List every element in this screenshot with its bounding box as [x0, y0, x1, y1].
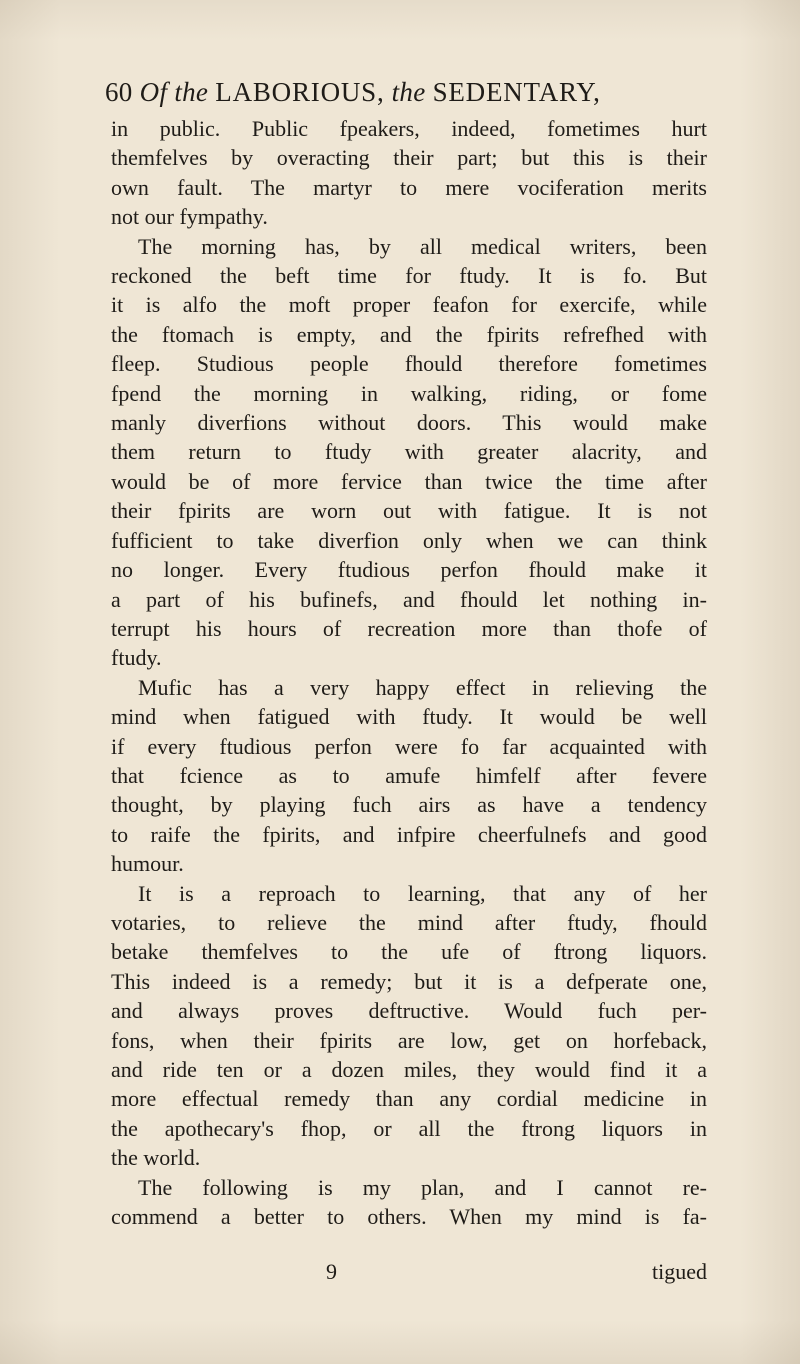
text-line: fpend the morning in walking, riding, or fome: [111, 380, 707, 406]
text-line: a part of his bufinefs, and fhould let nothing in-: [111, 586, 707, 612]
running-head: [105, 72, 705, 112]
running-title-sedentary: SEDENTARY,: [432, 77, 601, 107]
text-line: if every ftudious perfon were fo far acquainted with: [111, 733, 707, 759]
text-line: This indeed is a remedy; but it is a defperate one,: [111, 968, 707, 994]
text-line: more effectual remedy than any cordial medicine in: [111, 1086, 707, 1112]
text-line: in public. Public fpeakers, indeed, fometimes hurt: [111, 116, 707, 141]
text-line: and ride ten or a dozen miles, they would find it a: [111, 1057, 707, 1082]
running-title-laborious: LABORIOUS,: [215, 77, 385, 107]
text-line: humour.: [111, 851, 184, 877]
text-line: Mufic has a very happy effect in relieving the: [138, 674, 707, 700]
page-number: 60: [105, 77, 133, 107]
text-line: fleep. Studious people fhould therefore fometimes: [111, 351, 707, 377]
text-line: own fault. The martyr to mere vociferation merits: [111, 174, 707, 200]
text-line: themfelves by overacting their part; but this is their: [111, 145, 707, 171]
text-line: that fcience as to amufe himfelf after fevere: [111, 762, 707, 788]
text-line: the ftomach is empty, and the fpirits refrefhed with: [111, 321, 707, 347]
page-footer: [111, 1257, 707, 1291]
body-text: [111, 114, 707, 1231]
text-line: and always proves deftructive. Would fuch per-: [111, 998, 707, 1024]
text-line: fons, when their fpirits are low, get on horfeback,: [111, 1027, 707, 1053]
text-line: ftudy.: [111, 645, 162, 671]
running-title-the: the: [391, 77, 426, 107]
text-line: reckoned the beft time for ftudy. It is fo. But: [111, 263, 707, 289]
text-line: it is alfo the moft proper feafon for exercife, while: [111, 292, 707, 318]
text-line: not our fympathy.: [111, 204, 268, 230]
text-line: thought, by playing fuch airs as have a tendency: [111, 792, 707, 818]
text-line: The following is my plan, and I cannot re-: [138, 1174, 707, 1200]
text-line: commend a better to others. When my mind is fa-: [111, 1204, 707, 1230]
text-line: terrupt his hours of recreation more than thofe of: [111, 615, 707, 641]
text-line: manly diverfions without doors. This would make: [111, 410, 707, 436]
text-line: their fpirits are worn out with fatigue. It is not: [111, 498, 707, 524]
text-line: would be of more fervice than twice the time after: [111, 468, 707, 494]
signature-mark: 9: [326, 1259, 337, 1284]
text-line: the apothecary's fhop, or all the ftrong liquors in: [111, 1115, 707, 1141]
text-line: mind when fatigued with ftudy. It would be well: [111, 704, 707, 730]
text-line: to raife the fpirits, and infpire cheerfulnefs and good: [111, 821, 707, 847]
text-line: The morning has, by all medical writers, been: [138, 233, 707, 259]
text-line: betake themfelves to the ufe of ftrong liquors.: [111, 939, 707, 965]
text-line: votaries, to relieve the mind after ftudy, fhould: [111, 909, 707, 935]
text-line: the world.: [111, 1145, 201, 1171]
text-line: them return to ftudy with greater alacrity, and: [111, 439, 707, 465]
running-title-of: Of the: [139, 77, 209, 107]
text-line: fufficient to take diverfion only when we can think: [111, 527, 707, 553]
text-line: It is a reproach to learning, that any of her: [138, 880, 707, 906]
text-line: no longer. Every ftudious perfon fhould make it: [111, 557, 707, 583]
catchword: tigued: [652, 1259, 707, 1284]
